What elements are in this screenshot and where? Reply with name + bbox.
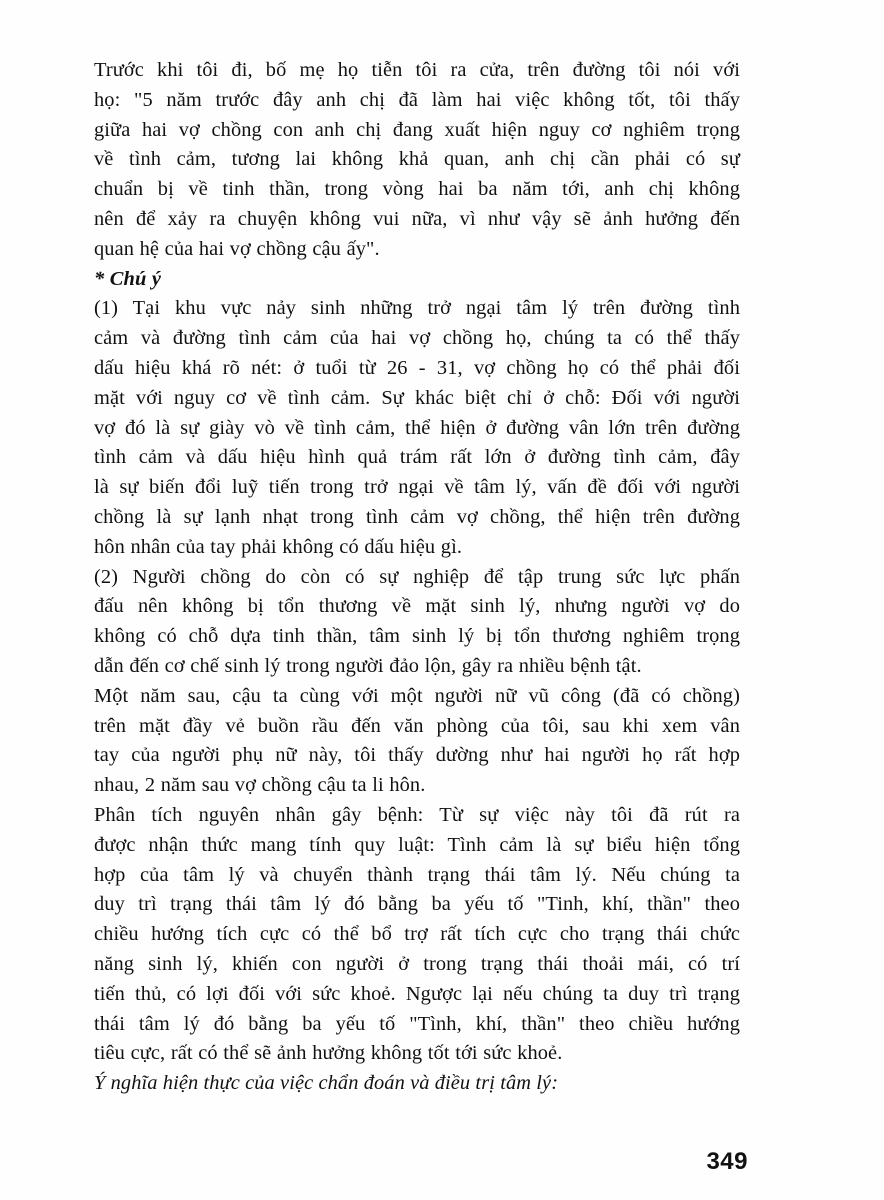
- text-column: [68, 56, 740, 1099]
- text-line: được nhận thức mang tính quy luật: Tình cảm là sự biểu hiện tổng: [94, 833, 740, 856]
- paragraph-4: [68, 682, 740, 801]
- text-line: trên mặt đầy vẻ buồn rầu đến văn phòng của tôi, sau khi xem vân: [94, 714, 740, 737]
- text-line: đấu nên không bị tổn thương về mặt sinh lý, nhưng người vợ do: [94, 595, 740, 618]
- text-line: về tình cảm, tương lai không khả quan, anh chị cần phải có sự: [94, 148, 740, 171]
- closing-italic-line: Ý nghĩa hiện thực của việc chẩn đoán và điều trị tâm lý:: [94, 1072, 559, 1095]
- text-line: Trước khi tôi đi, bố mẹ họ tiễn tôi ra cửa, trên đường tôi nói với: [94, 59, 740, 81]
- text-line: tình cảm và dấu hiệu hình quả trám rất lớn ở đường tình cảm, đây: [94, 446, 740, 469]
- paragraph-5: [68, 801, 740, 1069]
- text-line: chuẩn bị về tinh thần, trong vòng hai ba năm tới, anh chị không: [94, 178, 740, 201]
- text-line: dấu hiệu khá rõ nét: ở tuổi từ 26 - 31, vợ chồng họ có thể phải đối: [94, 356, 740, 379]
- page-number: 349: [706, 1148, 748, 1175]
- text-line: (1) Tại khu vực nảy sinh những trở ngại tâm lý trên đường tình: [94, 297, 740, 320]
- text-line: tiêu cực, rất có thể sẽ ảnh hưởng không tốt tới sức khoẻ.: [94, 1042, 563, 1065]
- paragraph-1: [68, 56, 740, 265]
- text-line: duy trì trạng thái tâm lý đó bằng ba yếu tố "Tinh, khí, thần" theo: [94, 893, 740, 916]
- paragraph-2: [68, 294, 740, 562]
- section-heading-chu-y: * Chú ý: [94, 267, 162, 290]
- text-line: giữa hai vợ chồng con anh chị đang xuất hiện nguy cơ nghiêm trọng: [94, 118, 740, 141]
- text-line: nhau, 2 năm sau vợ chồng cậu ta li hôn.: [94, 774, 426, 797]
- text-line: mặt với nguy cơ về tình cảm. Sự khác biệt chỉ ở chỗ: Đối với người: [94, 386, 740, 409]
- text-line: (2) Người chồng do còn có sự nghiệp để tập trung sức lực phấn: [94, 565, 740, 588]
- text-line: họ: "5 năm trước đây anh chị đã làm hai việc không tốt, tôi thấy: [94, 88, 740, 111]
- text-line: vợ đó là sự giày vò về tình cảm, thể hiện ở đường vân lớn trên đường: [94, 416, 740, 439]
- text-line: chiều hướng tích cực có thể bổ trợ rất tích cực cho trạng thái chức: [94, 923, 740, 946]
- text-line: hôn nhân của tay phải không có dấu hiệu gì.: [94, 535, 463, 558]
- text-line: tiến thủ, có lợi đối với sức khoẻ. Ngược lại nếu chúng ta duy trì trạng: [94, 982, 740, 1005]
- text-line: Phân tích nguyên nhân gây bệnh: Từ sự việc này tôi đã rút ra: [94, 803, 740, 826]
- text-line: năng sinh lý, khiến con người ở trong trạng thái thoải mái, có trí: [94, 952, 740, 975]
- text-line: Một năm sau, cậu ta cùng với một người nữ vũ công (đã có chồng): [94, 684, 740, 707]
- text-line: tay của người phụ nữ này, tôi thấy dường như hai người họ rất hợp: [94, 744, 740, 767]
- text-line: quan hệ của hai vợ chồng cậu ấy".: [94, 237, 380, 260]
- text-line: cảm và đường tình cảm của hai vợ chồng họ, chúng ta có thể thấy: [94, 327, 740, 350]
- text-line: hợp của tâm lý và chuyển thành trạng thái tâm lý. Nếu chúng ta: [94, 863, 740, 886]
- text-line: nên để xảy ra chuyện không vui nữa, vì như vậy sẽ ảnh hưởng đến: [94, 207, 740, 230]
- text-line: không có chỗ dựa tinh thần, tâm sinh lý bị tổn thương nghiêm trọng: [94, 625, 740, 648]
- paragraph-3: [68, 563, 740, 682]
- text-line: dẫn đến cơ chế sinh lý trong người đảo lộn, gây ra nhiều bệnh tật.: [94, 654, 642, 677]
- text-line: là sự biến đổi luỹ tiến trong trở ngại về tâm lý, vấn đề đối với người: [94, 476, 740, 499]
- text-line: thái tâm lý đó bằng ba yếu tố "Tình, khí, thần" theo chiều hướng: [94, 1012, 740, 1035]
- text-line: chồng là sự lạnh nhạt trong tình cảm vợ chồng, thể hiện trên đường: [94, 505, 740, 528]
